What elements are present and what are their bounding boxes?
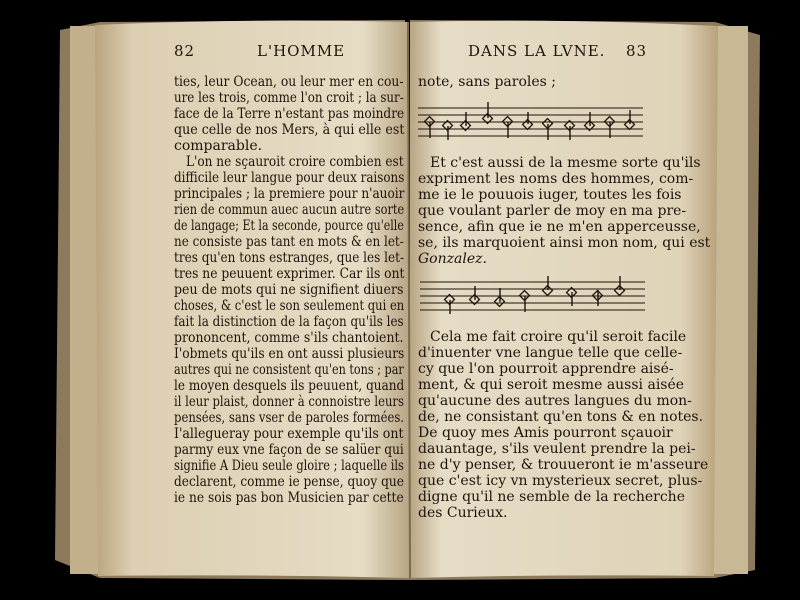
- text-line: face de la Terre n'estant pas moindre: [174, 106, 405, 122]
- music-note: [565, 121, 575, 140]
- music-note: [615, 276, 625, 295]
- text-line: prononcent, comme s'ils chantoient.: [174, 330, 404, 346]
- text-line: cy que l'on pourroit apprendre aisé-: [418, 361, 674, 377]
- text-line: tres ne peuuent exprimer. Car ils ont: [174, 266, 405, 282]
- music-note: [605, 117, 615, 138]
- text-line: tres qu'en tons estranges, que les let-: [174, 250, 405, 266]
- right-page: [410, 30, 730, 570]
- text-line: peu de mots qui ne signifient diuers: [174, 282, 404, 298]
- text-line: Cela me fait croire qu'il seroit facile: [430, 329, 687, 345]
- music-note: [443, 121, 453, 140]
- text-line: I'allegueray pour exemple qu'ils ont: [174, 426, 404, 442]
- text-line: me ie le pouuois iuger, toutes les fois: [418, 187, 682, 203]
- text-line: fait la distinction de la façon qu'ils les: [174, 314, 404, 330]
- text-line: digne qu'il ne semble de la recherche: [418, 489, 685, 505]
- music-note: [495, 288, 505, 306]
- text-line: de, ne consistant qu'en tons & en notes.: [418, 409, 704, 425]
- music-note: [543, 276, 553, 295]
- page-number-left: 82: [174, 42, 196, 60]
- text-line: choses, & c'est le son seulement qui en: [174, 298, 405, 314]
- text-line: dauantage, s'ils veulent prendre la pei-: [418, 441, 696, 457]
- text-line: il leur plaist, donner à connoistre leurs: [174, 394, 404, 410]
- text-line: que voulant parler de moy en ma pre-: [418, 203, 687, 219]
- text-line: se, ils marquoient ainsi mon nom, qui est: [418, 235, 711, 251]
- name-gonzalez: Gonzalez.: [418, 251, 487, 267]
- text-line: signifie A Dieu seule gloire ; laquelle ils: [174, 458, 404, 474]
- text-line: autres qui ne consistent qu'en tons ; par: [174, 362, 404, 378]
- text-line: De quoy mes Amis pourront sçauoir: [418, 425, 673, 441]
- text-line: declarent, comme ie pense, quoy que: [174, 474, 404, 490]
- text-line: difficile leur langue pour deux raisons: [174, 170, 405, 186]
- text-line: des Curieux.: [418, 505, 508, 521]
- text-line: de langage; Et la seconde, pource qu'elle: [174, 218, 404, 234]
- text-line: le moyen desquels ils peuuent, quand: [174, 378, 405, 394]
- text-line: ure les trois, comme l'on croit ; la sur-: [174, 90, 404, 106]
- musical-staff-greeting: [418, 102, 643, 142]
- music-note: [520, 291, 530, 312]
- text-line: d'inuenter vne langue telle que celle-: [418, 345, 683, 361]
- text-line: ne consiste pas tant en mots & en let-: [174, 234, 404, 250]
- text-line: parmy eux vne façon de se salüer qui: [174, 442, 404, 458]
- text-line: I'obmets qu'ils en ont aussi plusieurs: [174, 346, 405, 362]
- text-line: principales ; la premiere pour n'auoir: [174, 186, 405, 202]
- text-line: ment, & qui seroit mesme aussi aisée: [418, 377, 685, 393]
- left-page: [100, 30, 410, 570]
- text-line: rien de commun auec aucun autre sorte: [174, 202, 405, 218]
- music-note: [625, 110, 635, 129]
- text-line: que c'est icy vn mysterieux secret, plus-: [418, 473, 703, 489]
- page-number-right: 83: [626, 42, 648, 60]
- music-note: [445, 295, 455, 314]
- text-line: ne d'y penser, & trouueront ie m'asseure: [418, 457, 709, 473]
- music-note: [593, 290, 603, 306]
- text-line: que celle de nos Mers, à qui elle est: [174, 122, 405, 138]
- text-line: ie ne sois pas bon Musicien par cette: [174, 490, 404, 506]
- music-note: [503, 117, 513, 138]
- running-head-right: DANS LA LVNE.: [468, 42, 606, 60]
- running-head-left: L'HOMME: [257, 42, 346, 60]
- text-line: sence, afin que ie ne m'en apperceusse,: [418, 219, 701, 235]
- text-line: qu'aucune des autres langues du mon-: [418, 393, 692, 409]
- text-line: comparable.: [174, 138, 263, 154]
- text-line: expriment les noms des hommes, com-: [418, 171, 694, 187]
- music-note: [425, 117, 435, 138]
- text-line: note, sans paroles ;: [418, 74, 556, 90]
- text-line: ties, leur Ocean, ou leur mer en cou-: [174, 74, 404, 90]
- music-note: [483, 102, 493, 123]
- text-line: Et c'est aussi de la mesme sorte qu'ils: [430, 155, 701, 171]
- text-line: pensées, sans vser de paroles formées.: [174, 410, 405, 426]
- musical-staff-name: [420, 276, 645, 316]
- text-line: L'on ne sçauroit croire combien est: [186, 154, 404, 170]
